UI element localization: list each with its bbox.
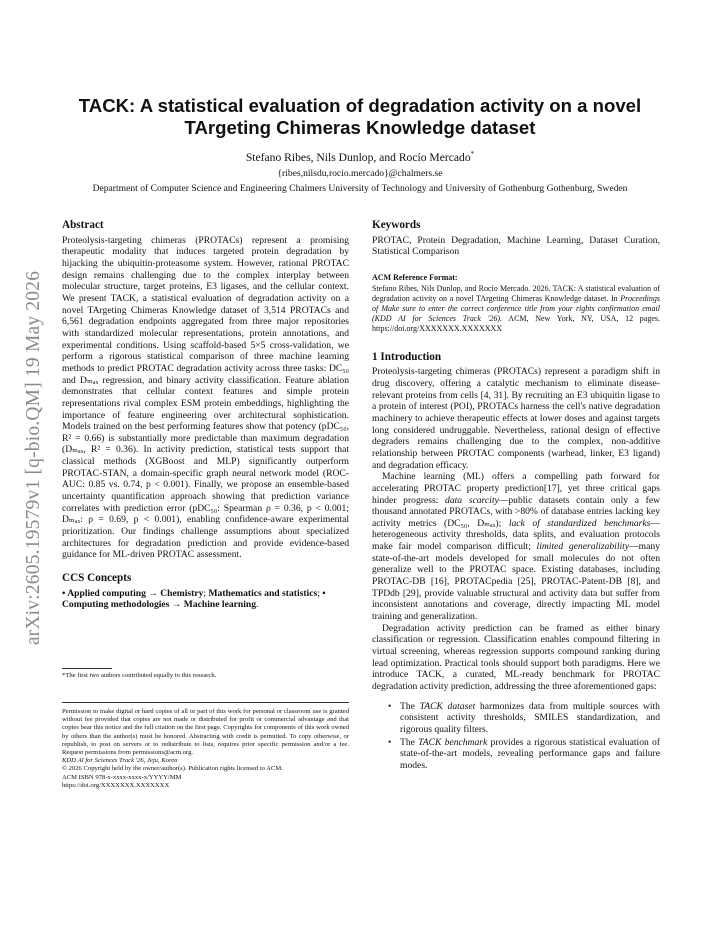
intro-p2-generalizability: limited generalizability: [536, 541, 630, 553]
intro-p2-data-scarcity: data scarcity: [445, 494, 499, 506]
ccs-heading: CCS Concepts: [62, 572, 132, 585]
abstract-heading: Abstract: [62, 219, 104, 231]
list-item: [388, 701, 660, 736]
paper-title: TACK: A statistical evaluation of degradation activity on a novel TArgeting Chimeras Knowledge dataset: [78, 95, 642, 138]
bullet-2-pre: The: [400, 736, 419, 748]
doi-line: https://doi.org/XXXXXXX.XXXXXXX: [62, 781, 170, 789]
intro-p2-c: —heterogeneous activity thresholds, data splits, and evaluation protocols make fair model comparison difficult;: [372, 517, 660, 553]
equal-contribution-footnote: *The first two authors contributed equally to this research.: [62, 672, 217, 679]
ccs-end: .: [256, 599, 259, 611]
acm-reference-proceedings: Proceedings of Make sure to enter the correct conference title from your rights confirmation email (KDD AI for Sciences Track '26).: [372, 293, 660, 323]
contribution-list: [372, 701, 660, 772]
acm-reference-part-a: Stefano Ribes, Nils Dunlop, and Rocío Mercado. 2026. TACK: A statistical evaluation of degradation activity on a novel TArgeting Chimeras Knowledge dataset. In: [372, 283, 660, 303]
intro-paragraph-1: Proteolysis-targeting chimeras (PROTACs) represent a paradigm shift in drug discovery, offering a catalytic mechanism to eliminate disease-relevant proteins from cells [4, 31]. By recruiting an E3 ubiquitin ligase to a protein of interest (POI), PROTACs harness the cell's native degradation machinery to achieve therapeutic effects at lower doses and against targets long considered undruggable. Nevertheless, rational design of effective degraders remains challenging due to the complex, non-additive relationship between PROTAC components (warhead, linker, E3 ligand) and degradation efficacy.: [372, 366, 660, 471]
keywords-heading: Keywords: [372, 219, 421, 231]
acm-reference-part-b: ACM, New York, NY, USA, 12 pages. https://doi.org/XXXXXXX.XXXXXXX: [372, 313, 660, 333]
permission-divider: [62, 702, 349, 703]
intro-p2-a: Machine learning (ML) offers a compelling path forward for accelerating PROTAC property prediction[17], yet three critical gaps hinder progress:: [372, 471, 660, 506]
bullet-1-post: harmonizes data from multiple sources with consistent activity thresholds, SMILES standardization, and rigorous quality filters.: [400, 700, 660, 735]
ccs-applied-computing: • Applied computing → Chemistry: [62, 587, 204, 599]
arxiv-sidebar: [22, 238, 46, 678]
intro-p2-lack-benchmarks: lack of standardized benchmarks: [508, 517, 651, 529]
permission-block: [62, 708, 349, 790]
list-item: [388, 737, 660, 772]
intro-p2-d: —many state-of-the-art models developed for small molecules do not often generalize well to the PROTAC space. Existing databases, including PROTAC-DB [16], PROTACpedia [25], PROTAC-Patent-DB [8], and TPDdb [29], provide valuable structural and activity data but suffer from inconsistent annotations and coverage, directly impacting ML model training and generalization.: [372, 541, 660, 623]
author-names: Stefano Ribes, Nils Dunlop, and Rocío Mercado: [245, 150, 471, 164]
intro-paragraph-2: [372, 471, 660, 623]
venue-line: KDD AI for Sciences Track '26, Jeju, Korea: [62, 757, 178, 765]
acm-reference-heading: ACM Reference Format:: [372, 272, 458, 282]
copyright-line: © 2026 Copyright held by the owner/author(s). Publication rights licensed to ACM.: [62, 765, 283, 773]
ccs-separator-2: ;: [317, 587, 323, 599]
acm-reference-text: [372, 284, 660, 334]
intro-p2-b: —public datasets contain only a few thousand annotated PROTACs, with >80% of database entries lacking key activity metrics (DC₅₀, Dₘₐₓ);: [372, 494, 661, 529]
author-footnote-mark: *: [470, 150, 475, 158]
keywords-text: PROTAC, Protein Degradation, Machine Learning, Dataset Curation, Statistical Comparison: [372, 234, 660, 258]
bullet-1-pre: The: [400, 700, 420, 712]
ccs-computing-methodologies: • Computing methodologies → Machine learning: [62, 587, 326, 611]
introduction-heading: 1 Introduction: [372, 350, 442, 363]
intro-paragraph-3: Degradation activity prediction can be framed as either binary classification or regression. Classification enables compound filtering in virtual screening, whereas regression supports compound ranking during lead optimization. Practical tools should support both paradigms. Here we introduce TACK, a curated, ML-ready benchmark for PROTAC degradation activity prediction, addressing the three aforementioned gaps:: [372, 622, 660, 692]
bullet-2-post: provides a rigorous statistical evaluation of state-of-the-art models, revealing performance gaps and failure modes.: [400, 736, 660, 771]
author-affiliation: Department of Computer Science and Engineering Chalmers University of Technology and University of Gothenburg Gothenburg, Sweden: [92, 183, 628, 194]
ccs-concepts: [62, 588, 349, 611]
permission-text: Permission to make digital or hard copies of all or part of this work for personal or classroom use is granted without fee provided that copies are not made or distributed for profit or commercial advantage and that copies bear this notice and the full citation on the first page. Copyrights for components of this work owned by others than the author(s) must be honored. Abstracting with credit is permitted. To copy otherwise, or republish, to post on servers or to redistribute to lists, requires prior specific permission and/or a fee. Request permissions from permissions@acm.org.: [62, 708, 349, 757]
bullet-2-term: TACK benchmark: [418, 736, 488, 748]
isbn-line: ACM ISBN 978-x-xxxx-xxxx-x/YYYY/MM: [62, 773, 182, 781]
ccs-math-stats: Mathematics and statistics: [208, 587, 318, 599]
author-emails: {ribes,nilsdu,rocio.mercado}@chalmers.se: [277, 168, 443, 179]
ccs-separator: ;: [203, 587, 209, 599]
left-column: [62, 220, 349, 611]
abstract-text: Proteolysis-targeting chimeras (PROTACs) represent a promising therapeutic modality that induces targeted protein degradation by hijacking the ubiquitin-proteasome system. However, rational PROTAC design remains challenging due to the complex interplay between molecular structure, target proteins, E3 ligases, and the cellular context. We present TACK, a statistical evaluation of degradation activity on a novel TArgeting Chimeras Knowledge dataset of 3,514 PROTACs and 6,561 degradation endpoints aggregated from three major repositories with standardized molecular representations, protein annotations, and experimental conditions. Using scaffold-based 5×5 cross-validation, we perform a rigorous statistical comparison of three machine learning methods to predict PROTAC degradation activity across three tasks: DC₅₀ and Dₘₐₓ regression, and binary activity classification. Feature ablation demonstrates that cellular context features and simple protein representations rival complex ESM protein embeddings, highlighting the importance of feature engineering over architectural sophistication. Models trained on the best performing features show that potency (pDC₅₀, R² = 0.66) is substantially more predictable than maximum degradation (Dₘₐₓ, R² = 0.36). In activity prediction, statistical tests support that classical methods (XGBoost and MLP) significantly outperform PROTAC-STAN, a domain-specific graph neural network model (ROC-AUC: 0.85 vs. 0.74, p < 0.001). Finally, we propose an ensemble-based uncertainty quantification approach showing that prediction variance correlates with prediction error (pDC₅₀: Spearman ρ = 0.36, p < 0.001; Dₘₐₓ: ρ = 0.69, p < 0.001), enabling confidence-aware experimental prioritization. Our findings challenge assumptions about specialized architectures for degradation prediction and provide evidence-based guidance for ML-driven PROTAC assessment.: [62, 234, 349, 561]
author-list: [60, 150, 660, 164]
right-column: [372, 220, 660, 773]
bullet-1-term: TACK dataset: [419, 700, 476, 712]
footnote-divider: [62, 668, 112, 669]
arxiv-identifier: arXiv:2605.19579v1 [q-bio.QM] 19 May 2026: [23, 270, 44, 646]
